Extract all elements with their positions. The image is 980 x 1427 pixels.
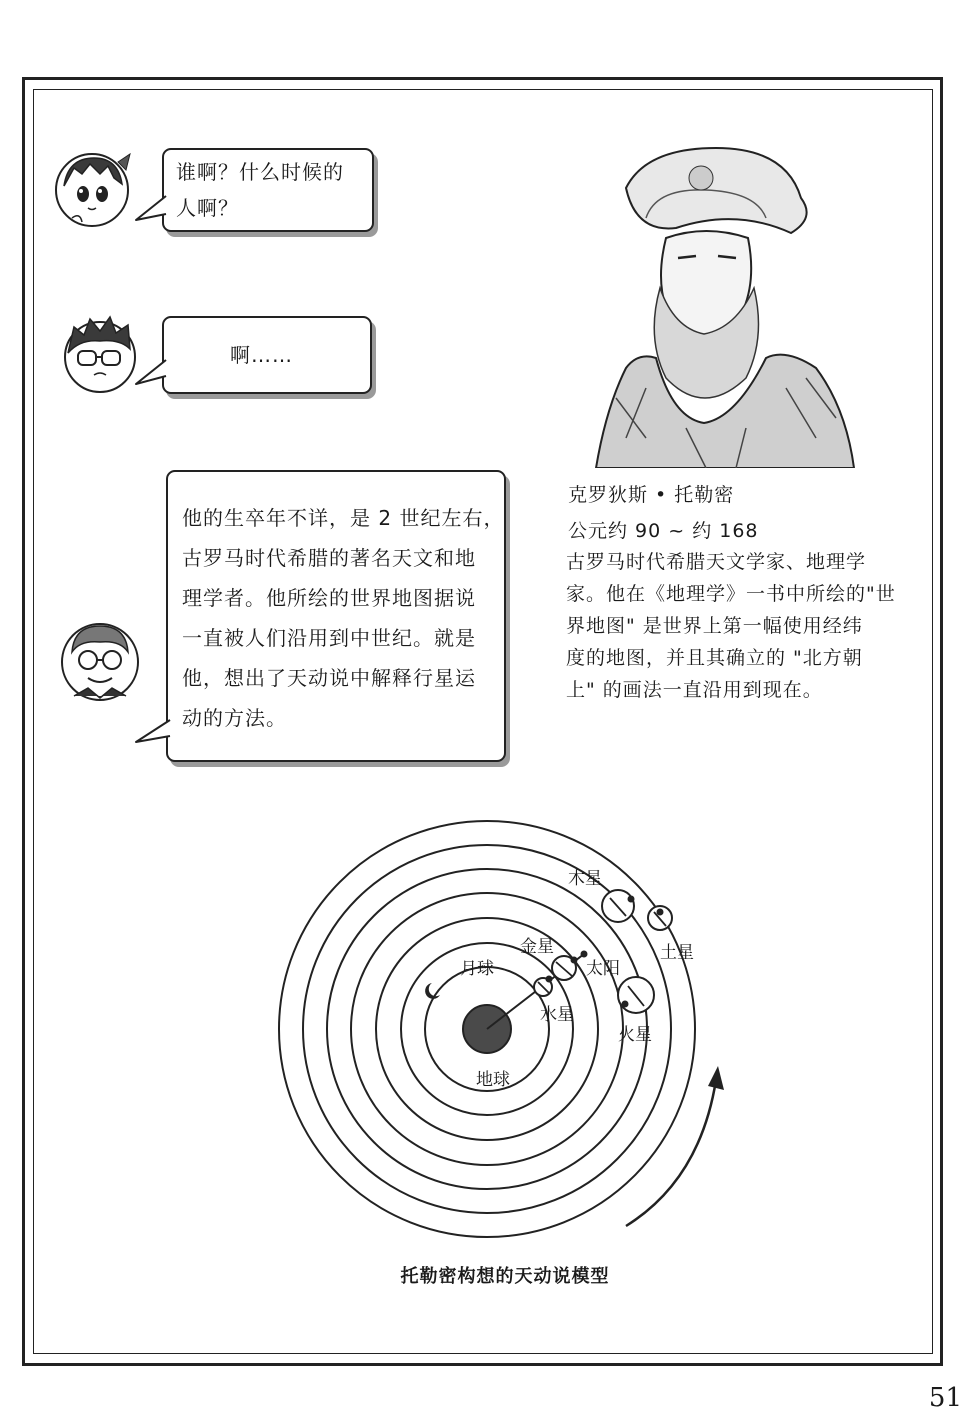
page-number: 51 (928, 1383, 962, 1413)
mars-symbol (622, 1001, 629, 1008)
caption-description-line-5: 上" 的画法一直沿用到现在。 (566, 679, 823, 701)
caption-description-line-4: 度的地图，并且其确立的 "北方朝 (566, 647, 863, 669)
label-sun: 太阳 (586, 959, 620, 979)
geocentric-model-diagram (0, 800, 980, 1260)
label-mercury: 水星 (540, 1005, 574, 1025)
explanation-line-2: 古罗马时代希腊的著名天文和地 (182, 546, 476, 570)
caption-dates: 公元约 90 ~ 约 168 (568, 520, 759, 542)
boy-reply-text: 啊…… (230, 343, 293, 367)
diagram-title: 托勒密构想的天动说模型 (400, 1266, 610, 1287)
caption-name: 克罗狄斯 • 托勒密 (568, 484, 735, 506)
jupiter-symbol (628, 896, 635, 903)
caption-description-line-1: 古罗马时代希腊天文学家、地理学 (566, 551, 867, 573)
explanation-line-5: 他，想出了天动说中解释行星运 (182, 666, 476, 690)
mercury-symbol (546, 976, 553, 983)
label-earth: 地球 (476, 1070, 510, 1090)
caption-description (566, 546, 896, 706)
girl-question-line-1: 谁啊？什么时候的 (176, 160, 344, 184)
rotation-arrowhead (708, 1066, 724, 1090)
sun-symbol (581, 951, 588, 958)
explanation-line-6: 动的方法。 (182, 706, 287, 730)
explanation-line-4: 一直被人们沿用到中世纪。就是 (182, 626, 476, 650)
ptolemy-portrait (586, 138, 864, 468)
saturn-symbol (657, 909, 664, 916)
caption-description-line-3: 界地图" 是世界上第一幅使用经纬 (566, 615, 863, 637)
girl-question-line-2: 人啊？ (176, 196, 239, 220)
label-jupiter: 木星 (568, 869, 602, 889)
venus-symbol (571, 957, 578, 964)
explanation-line-3: 理学者。他所绘的世界地图据说 (182, 586, 476, 610)
label-venus: 金星 (520, 937, 554, 957)
caption-description-line-2: 家。他在《地理学》一书中所绘的"世 (566, 583, 896, 605)
rotation-arrow (626, 1080, 716, 1226)
explanation-line-1: 他的生卒年不详，是 2 世纪左右， (182, 506, 505, 530)
label-saturn: 土星 (660, 943, 694, 963)
label-moon: 月球 (460, 959, 494, 979)
label-mars: 火星 (618, 1025, 652, 1045)
